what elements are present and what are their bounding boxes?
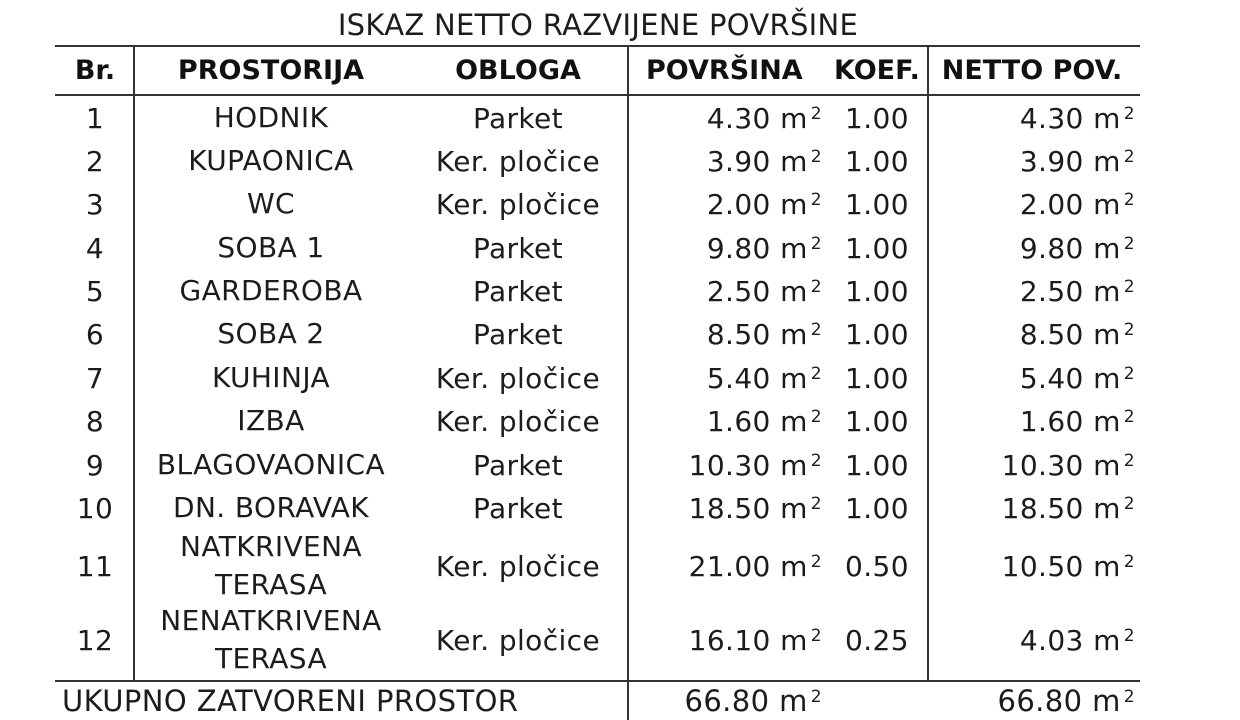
area-value: 8.50 m $^2$	[706, 317, 822, 351]
coefficient-value: 1.00	[845, 144, 909, 178]
finish-type: Ker. pločice	[435, 187, 601, 221]
area-value: 1.60 m $^2$	[706, 404, 822, 438]
coefficient-value: 1.00	[845, 448, 909, 482]
finish-type: Parket	[472, 448, 564, 482]
net-area-value: 10.50 m $^2$	[1001, 549, 1135, 583]
net-area-value: 1.60 m $^2$	[1019, 404, 1135, 438]
net-area-value: 18.50 m $^2$	[1001, 491, 1135, 525]
row-number: 1	[85, 101, 105, 135]
area-value: 9.80 m $^2$	[706, 231, 822, 265]
room-name: HODNIK	[213, 101, 329, 134]
table-row	[0, 445, 1240, 485]
row-number: 10	[76, 491, 114, 525]
room-name: IZBA	[237, 404, 305, 437]
coefficient-value: 1.00	[845, 491, 909, 525]
net-area-value: 5.40 m $^2$	[1019, 361, 1135, 395]
coefficient-value: 1.00	[845, 231, 909, 265]
area-value: 18.50 m $^2$	[688, 491, 822, 525]
header-net: NETTO POV.	[941, 55, 1123, 86]
row-number: 9	[85, 448, 105, 482]
table-row	[0, 98, 1240, 138]
net-area-value: 10.30 m $^2$	[1001, 448, 1135, 482]
room-name: DN. BORAVAK	[172, 491, 370, 524]
coefficient-value: 0.50	[845, 549, 909, 583]
area-value: 16.10 m $^2$	[688, 623, 822, 657]
net-area-value: 2.00 m $^2$	[1019, 187, 1135, 221]
finish-type: Ker. pločice	[435, 623, 601, 657]
row-number: 2	[85, 144, 105, 178]
room-name: GARDEROBA	[179, 274, 363, 307]
net-area-value: 4.03 m $^2$	[1019, 623, 1135, 657]
table-title: ISKAZ NETTO RAZVIJENE POVRŠINE	[337, 8, 859, 42]
header-room: PROSTORIJA	[177, 55, 365, 86]
coefficient-value: 1.00	[845, 274, 909, 308]
finish-type: Parket	[472, 274, 564, 308]
header-num: Br.	[74, 55, 116, 86]
room-name: NATKRIVENA TERASA	[179, 530, 363, 601]
total-net: 66.80 m $^2$	[997, 684, 1135, 718]
table-row	[0, 358, 1240, 398]
finish-type: Ker. pločice	[435, 361, 601, 395]
room-name: KUHINJA	[211, 361, 331, 394]
coefficient-value: 0.25	[845, 623, 909, 657]
area-value: 10.30 m $^2$	[688, 448, 822, 482]
area-value: 5.40 m $^2$	[706, 361, 822, 395]
finish-type: Ker. pločice	[435, 549, 601, 583]
net-area-value: 2.50 m $^2$	[1019, 274, 1135, 308]
coefficient-value: 1.00	[845, 101, 909, 135]
header-area: POVRŠINA	[646, 55, 803, 86]
area-value: 3.90 m $^2$	[706, 144, 822, 178]
net-area-value: 8.50 m $^2$	[1019, 317, 1135, 351]
room-name: SOBA 2	[217, 317, 325, 350]
row-number: 8	[85, 404, 105, 438]
coefficient-value: 1.00	[845, 187, 909, 221]
room-name: BLAGOVAONICA	[156, 448, 386, 481]
room-name: WC	[246, 187, 296, 220]
area-value: 21.00 m $^2$	[688, 549, 822, 583]
row-number: 5	[85, 274, 105, 308]
row-number: 7	[85, 361, 105, 395]
table-row	[0, 314, 1240, 354]
table-row	[0, 531, 1240, 601]
row-number: 11	[76, 549, 114, 583]
area-value: 4.30 m $^2$	[706, 101, 822, 135]
room-name: NENATKRIVENA TERASA	[160, 604, 382, 675]
table-row	[0, 488, 1240, 528]
total-area: 66.80 m $^2$	[684, 684, 822, 718]
room-name: KUPAONICA	[188, 144, 354, 177]
coefficient-value: 1.00	[845, 317, 909, 351]
header-coef: KOEF.	[834, 55, 920, 86]
table-row	[0, 228, 1240, 268]
total-label: UKUPNO ZATVORENI PROSTOR	[62, 684, 519, 718]
coefficient-value: 1.00	[845, 404, 909, 438]
row-number: 12	[76, 623, 114, 657]
finish-type: Ker. pločice	[435, 144, 601, 178]
finish-type: Parket	[472, 231, 564, 265]
header-finish: OBLOGA	[455, 55, 581, 86]
table-row	[0, 141, 1240, 181]
net-area-value: 3.90 m $^2$	[1019, 144, 1135, 178]
table-row	[0, 604, 1240, 676]
table-row	[0, 271, 1240, 311]
finish-type: Parket	[472, 317, 564, 351]
total-row	[0, 682, 1240, 720]
coefficient-value: 1.00	[845, 361, 909, 395]
room-name: SOBA 1	[217, 231, 325, 264]
table-row	[0, 184, 1240, 224]
row-number: 3	[85, 187, 105, 221]
area-value: 2.50 m $^2$	[706, 274, 822, 308]
net-area-value: 9.80 m $^2$	[1019, 231, 1135, 265]
finish-type: Parket	[472, 491, 564, 525]
row-number: 6	[85, 317, 105, 351]
row-number: 4	[85, 231, 105, 265]
table-row	[0, 401, 1240, 441]
net-area-value: 4.30 m $^2$	[1019, 101, 1135, 135]
finish-type: Parket	[472, 101, 564, 135]
area-value: 2.00 m $^2$	[706, 187, 822, 221]
finish-type: Ker. pločice	[435, 404, 601, 438]
